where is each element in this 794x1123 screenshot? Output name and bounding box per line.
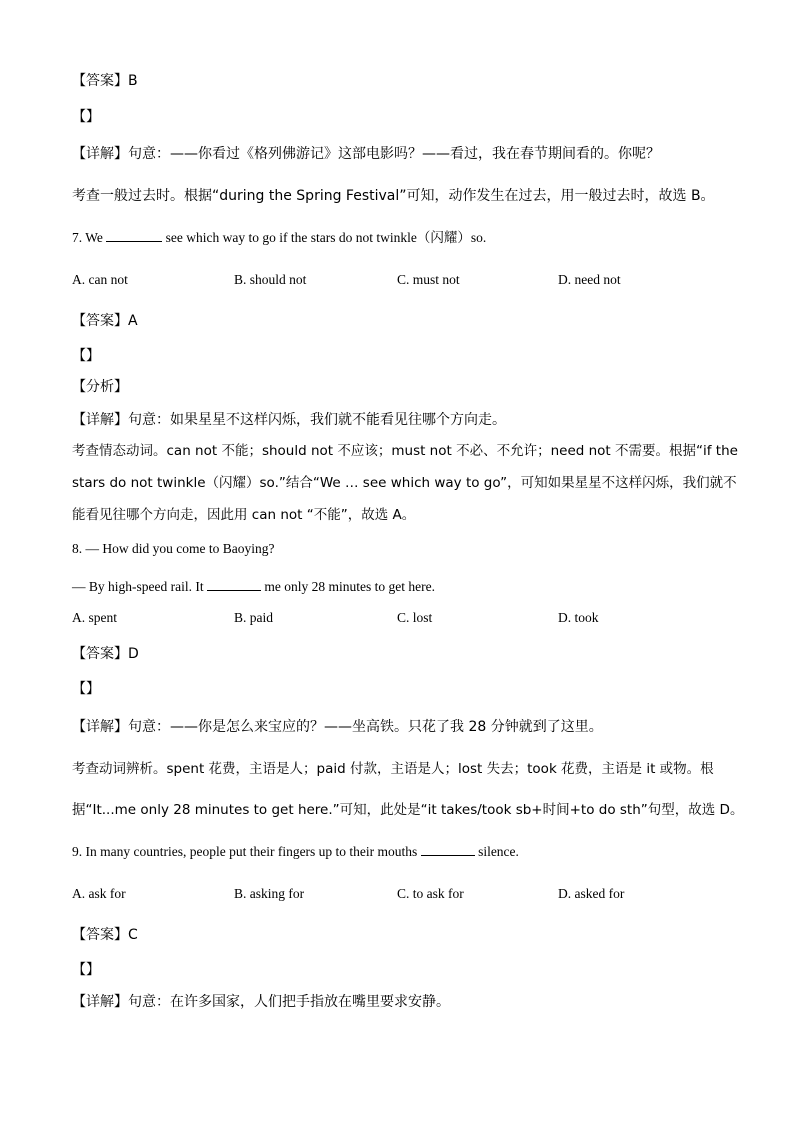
explanation-line-1: 考查动词辨析。spent 花费，主语是人；paid 付款，主语是人；lost 失去；took 花费，主语是 it 或物。根: [72, 761, 714, 777]
answer-blank: [421, 842, 475, 856]
question-8-reply: [72, 577, 435, 597]
question-7-stem-end: see which way to go if the stars do not twinkle（闪耀）so.: [165, 230, 487, 245]
detail-paragraph: 【详解】句意：——你看过《格列佛游记》这部电影吗？——看过，我在春节期间看的。你呢？: [72, 146, 660, 162]
option-c: C. lost: [397, 610, 433, 625]
answer-blank: [207, 577, 261, 591]
detail-paragraph: 【详解】句意：——你是怎么来宝应的？——坐高铁。只花了我 28 分钟就到了这里。: [72, 719, 603, 735]
answer-label: 【答案】A: [72, 313, 138, 329]
explanation-line-1: 考查情态动词。can not 不能；should not 不应该；must not 不必、不允许；need not 不需要。根据“if the: [72, 443, 738, 459]
explanation-line-2: stars do not twinkle（闪耀）so.”结合“We … see which way to go”，可知如果星星不这样闪烁，我们就不: [72, 475, 737, 491]
option-a: A. spent: [72, 610, 117, 625]
bracket-marker: 【】: [72, 348, 100, 364]
bracket-marker: 【】: [72, 962, 100, 978]
option-d: D. took: [558, 610, 599, 625]
option-b: B. asking for: [234, 886, 305, 901]
explanation-paragraph: 考查一般过去时。根据“during the Spring Festival”可知，动作发生在过去，用一般过去时，故选 B。: [72, 188, 715, 204]
question-9-stem: [72, 842, 519, 862]
option-b: B. should not: [234, 272, 307, 287]
detail-paragraph: 【详解】句意：如果星星不这样闪烁，我们就不能看见往哪个方向走。: [72, 412, 506, 428]
option-d: D. asked for: [558, 886, 625, 901]
question-8-reply-end: me only 28 minutes to get here.: [264, 579, 435, 594]
question-9-stem-start: 9. In many countries, people put their fingers up to their mouths: [72, 844, 418, 859]
explanation-line-2: 据“It...me only 28 minutes to get here.”可知，此处是“it takes/took sb+时间+to do sth”句型，故选 D。: [72, 802, 744, 818]
option-a: A. can not: [72, 272, 128, 287]
question-9-stem-end: silence.: [478, 844, 519, 859]
bracket-marker: 【】: [72, 109, 100, 125]
explanation-line-3: 能看见往哪个方向走，因此用 can not “不能”，故选 A。: [72, 507, 416, 523]
question-7-stem: [72, 228, 486, 248]
question-8-stem: 8. — How did you come to Baoying?: [72, 541, 275, 556]
answer-label: 【答案】B: [72, 73, 138, 89]
option-c: C. must not: [397, 272, 460, 287]
bracket-marker: 【】: [72, 681, 100, 697]
question-8-reply-start: — By high-speed rail. It: [72, 579, 204, 594]
option-d: D. need not: [558, 272, 621, 287]
analysis-label: 【分析】: [72, 379, 128, 395]
answer-blank: [106, 228, 162, 242]
answer-label: 【答案】D: [72, 646, 139, 662]
detail-paragraph: 【详解】句意：在许多国家，人们把手指放在嘴里要求安静。: [72, 994, 450, 1010]
option-a: A. ask for: [72, 886, 126, 901]
option-b: B. paid: [234, 610, 273, 625]
option-c: C. to ask for: [397, 886, 464, 901]
answer-label: 【答案】C: [72, 927, 138, 943]
question-7-stem-start: 7. We: [72, 230, 103, 245]
